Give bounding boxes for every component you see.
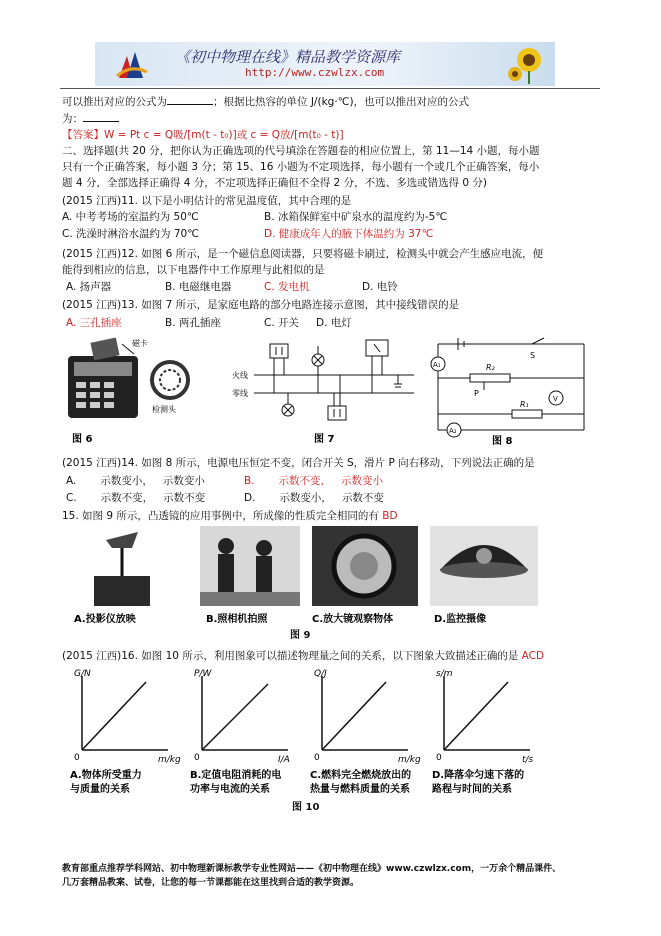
footer-line-1: 教育部重点推荐学科网站、初中物理新课标教学专业性网站——《初中物理在线》www.czwlzx.com，一万余个精品课件、 [62,864,562,874]
option-d: D. 电灯 [316,317,352,329]
ammeter-a1-label: A₁ [433,361,441,369]
graph-c-caption-2: 热量与燃料质量的关系 [310,784,410,795]
figure-6-caption: 图 6 [72,434,93,445]
graph-origin: 0 [74,753,80,763]
answer-15: BD [382,510,398,522]
figure-6-card-reader [62,334,212,446]
figure-9d-caption: D.监控摄像 [434,614,487,625]
graph-b-ylabel: P/W [194,669,212,679]
graph-d [428,668,558,798]
head-label: 检测头 [152,405,176,414]
r2-label: R₂ [486,363,495,372]
figure-9-caption: 图 9 [290,630,311,641]
graph-a-caption-1: A.物体所受重力 [70,770,142,781]
figure-9d-camera-dome [430,526,538,626]
figure-10-caption: 图 10 [292,802,320,813]
graph-c [306,668,436,798]
ammeter-a2-label: A₂ [449,427,457,435]
option-a-correct: A. 三孔插座 [66,317,122,329]
graph-origin: 0 [314,753,320,763]
option-a: A. 中考考场的室温约为 50℃ [62,211,199,223]
option-a: A. 示数变小， 示数变小 [66,475,205,487]
option-b-correct: B. 示数不变， 示数变小 [244,475,384,487]
graph-a-ylabel: G/N [74,669,91,679]
answer-16: ACD [521,650,545,662]
question-12-cont: 能得到相应的信息，以下电器件中工作原理与此相似的是 [62,264,325,276]
question-14: (2015 江西)14. 如图 8 所示，电源电压恒定不变，闭合开关 S，滑片 P 向右移动，下列说法正确的是 [62,457,535,469]
figure-9c-magnifier [306,526,424,626]
figure-8-circuit [424,334,594,446]
option-c: C. 开关 [264,317,300,329]
figure-8-caption: 图 8 [492,436,513,446]
graph-d-caption-1: D.降落伞匀速下落的 [432,770,525,781]
option-d: D. 电铃 [362,281,398,293]
figure-7-household-circuit [228,334,418,446]
r1-label: R₁ [520,400,529,409]
switch-label: S [530,351,536,360]
graph-c-xlabel: m/kg [398,755,421,765]
banner-url[interactable]: http://www.czwlzx.com [245,66,385,79]
sunflower-image [507,44,549,84]
figure-7-caption: 图 7 [314,434,335,445]
option-d-correct: D. 健康成年人的腋下体温约为 37℃ [264,228,434,240]
option-b: B. 冰箱保鲜室中矿泉水的温度约为-5℃ [264,211,448,223]
card-label: 磁卡 [132,339,148,348]
graph-a-caption-2: 与质量的关系 [70,784,130,795]
graph-d-caption-2: 路程与时间的关系 [432,784,512,795]
figure-9a-caption: A.投影仪放映 [74,614,136,625]
graph-b-caption-1: B.定值电阻消耗的电 [190,770,282,781]
text-line: 为： [62,111,119,126]
option-c-correct: C. 发电机 [264,281,310,293]
question-11: (2015 江西)11. 以下是小明估计的常见温度值，其中合理的是 [62,195,352,207]
graph-a-xlabel: m/kg [158,755,181,765]
graph-d-ylabel: s/m [436,669,453,679]
question-16: (2015 江西)16. 如图 10 所示，利用图象可以描述物理量之间的关系，以下图象大致描述正确的是 ACD [62,650,545,662]
slider-label: P [474,389,479,398]
graph-d-xlabel: t/s [522,755,534,765]
figure-9a-projector [70,526,195,626]
header-rule [60,88,600,89]
graph-b-xlabel: I/A [278,755,290,765]
figure-9c-caption: C.放大镜观察物体 [312,614,394,625]
graph-a [66,668,196,798]
figure-9b-caption: B.照相机拍照 [206,614,268,625]
section-instructions: 二、选择题(共 20 分，把你认为正确选项的代号填涂在答题卷的相应位置上，第 11—14 小题，每小题 [62,145,540,157]
option-b: B. 两孔插座 [165,317,221,329]
fire-wire-label: 火线 [232,371,248,380]
option-c: C. 洗澡时淋浴水温约为 70℃ [62,228,199,240]
header-banner [95,42,555,86]
answer-blank [167,94,213,105]
graph-origin: 0 [436,753,442,763]
question-13: (2015 江西)13. 如图 7 所示，是家庭电路的部分电路连接示意图，其中接线错误的是 [62,299,460,311]
graph-c-ylabel: Q/J [314,669,327,679]
answer-line: 【答案】W = Pt c = Q吸/[m(t - t₀)]或 c = Q放/[m(t₀ - t)] [62,129,344,141]
option-c: C. 示数不变， 示数不变 [66,492,206,504]
footer-line-2: 几万套精品教案、试卷，让您的每一节课都能在这里找到合适的教学资源。 [62,878,360,888]
option-d: D. 示数变小， 示数不变 [244,492,384,504]
graph-origin: 0 [194,753,200,763]
section-instructions: 只有一个正确答案，每小题 3 分；第 15、16 小题为不定项选择，每小题有一个或几个正确答案，每小 [62,161,540,173]
section-instructions: 题 4 分，全部选择正确得 4 分，不定项选择正确但不全得 2 分，不选、多选或错选得 0 分) [62,177,488,189]
answer-blank [83,111,119,122]
site-logo [113,46,149,82]
option-b: B. 电磁继电器 [165,281,232,293]
text-line: 可以推出对应的公式为 ；根据比热容的单位 J/(kg·℃)，也可以推出对应的公式 [62,96,470,108]
question-15: 15. 如图 9 所示，凸透镜的应用事例中，所成像的性质完全相同的有 BD [62,510,398,522]
banner-title: 《初中物理在线》精品教学资源库 [175,48,401,66]
option-a: A. 扬声器 [66,281,112,293]
figure-9b-camera [200,526,300,626]
graph-b [186,668,316,798]
graph-b-caption-2: 功率与电流的关系 [190,784,270,795]
voltmeter-label: V [553,395,558,403]
graph-c-caption-1: C.燃料完全燃烧放出的 [310,770,412,781]
question-12: (2015 江西)12. 如图 6 所示，是一个磁信息阅读器，只要将磁卡刷过，检测头中就会产生感应电流，便 [62,248,544,260]
neutral-wire-label: 零线 [232,389,248,398]
